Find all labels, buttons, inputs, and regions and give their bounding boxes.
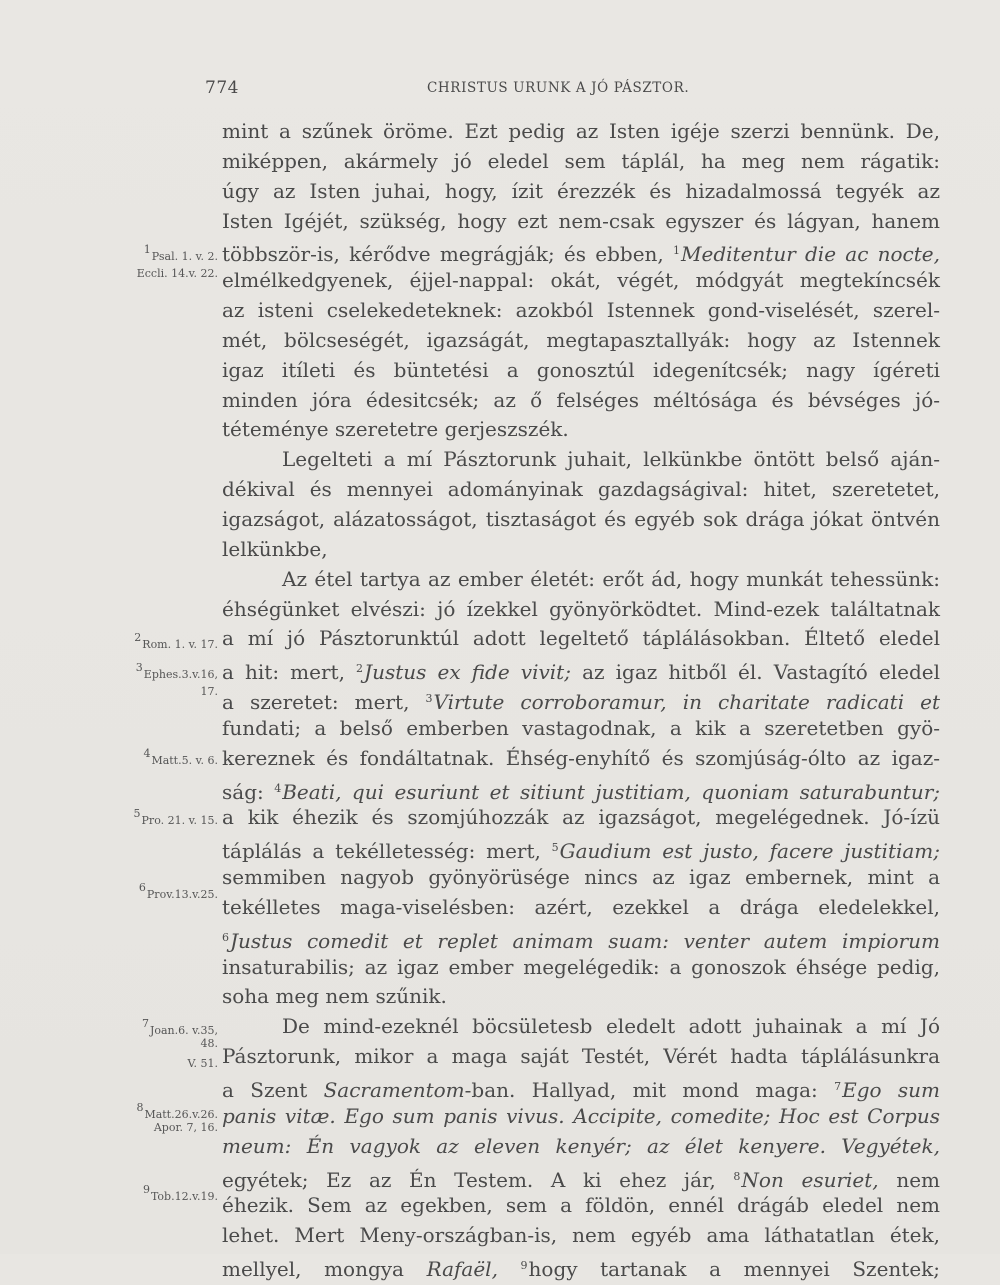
text-line: [222, 923, 940, 953]
citation: Matt.26.v.26.: [144, 1108, 218, 1121]
citation: Psal. 1. v. 2.: [151, 250, 218, 263]
citation: Tob.12.v.19.: [150, 1190, 218, 1203]
latin-quote: Non esuriet,: [741, 1167, 879, 1192]
citation: Eccli. 14.v. 22.: [136, 267, 218, 280]
margin-note: [187, 1057, 218, 1071]
footnote-mark: 8: [733, 1169, 741, 1183]
text-line: úgy az Isten juhai, hogy, ízit érezzék és hizadalmossá tegyék az: [222, 178, 940, 203]
text-line: az isteni cselekedeteknek: azokból Istennek gond-viselését, szerel-: [222, 298, 940, 323]
text-span: nem: [878, 1167, 941, 1192]
footnote-mark: 7: [141, 1017, 149, 1030]
running-title: CHRISTUS URUNK A JÓ PÁSZTOR.: [427, 80, 690, 96]
latin-quote: Ego sum: [842, 1078, 940, 1102]
margin-note: [134, 807, 218, 828]
margin-note: [137, 267, 218, 281]
latin-quote: Beati, qui esuriunt et sitiunt justitiam, quoniam saturabuntur;: [282, 779, 940, 804]
text-line: [222, 654, 940, 684]
footnote-mark: 3: [135, 661, 143, 674]
footnote-mark: 4: [143, 747, 151, 760]
text-line: [222, 1162, 940, 1192]
margin-note: [154, 1121, 218, 1135]
text-line: igaz itíleti és büntetési a gonosztúl idegenítcsék; nagy ígéreti: [222, 357, 940, 382]
text-line: mint a szűnek öröme. Ezt pedig az Isten igéje szerzi bennünk. De,: [222, 119, 940, 143]
text-line: lehet. Mert Meny-országban-is, nem egyéb ama láthatatlan étek,: [222, 1223, 940, 1248]
footnote-mark: 5: [551, 841, 559, 855]
latin-quote: panis vitæ. Ego sum panis vivus. Accipite, comedite; Hoc est Corpus: [222, 1103, 940, 1128]
text-line: De mind-ezeknél böcsületesb eledelt adott juhainak a mí Jó: [282, 1014, 940, 1039]
margin-note: [136, 1101, 218, 1122]
text-span: az igaz hitből él. Vastagító eledel: [570, 660, 940, 685]
text-line: lelkünkbe,: [222, 536, 328, 561]
citation: Joan.6. v.35,: [149, 1024, 218, 1037]
footnote-mark: 8: [136, 1101, 144, 1114]
text-line: tekélletes maga-viselésben: azért, ezekkel a drága eledelekkel,: [222, 894, 940, 919]
text-line: [222, 236, 940, 266]
footnote-mark: 7: [834, 1080, 842, 1093]
latin-quote: Virtute corroboramur, in charitate radicati et: [433, 690, 940, 715]
text-line: mét, bölcseségét, igazságát, megtapasztallyák: hogy az Istennek: [222, 327, 940, 352]
footnote-mark: 2: [356, 662, 364, 676]
margin-note: [139, 881, 218, 902]
latin-quote: meum: Én vagyok az eleven kenyér; az élet kenyere. Vegyétek,: [222, 1133, 940, 1158]
footnote-mark: 9: [520, 1259, 528, 1273]
text-span: -ban. Hallyad, mit mond maga:: [464, 1078, 835, 1102]
text-line: éhségünket elvészi: jó ízekkel gyönyörködtet. Mind-ezek találtatnak: [222, 596, 940, 621]
footnote-mark: 6: [222, 930, 229, 944]
margin-note: [136, 661, 218, 682]
text-span: a hit: mert,: [222, 660, 357, 685]
margin-note: [143, 1183, 218, 1204]
text-line: minden jóra édesitcsék; az ő felséges méltósága és bévséges jó-: [222, 387, 940, 412]
text-line: [222, 1132, 940, 1162]
text-line: Az étel tartya az ember életét: erőt ád, hogy munkát tehessünk:: [282, 566, 940, 591]
margin-note: [143, 747, 218, 768]
text-line: kereznek és fondáltatnak. Éhség-enyhítő és szomjúság-ólto az igaz-: [222, 745, 940, 770]
citation: Ephes.3.v.16,: [143, 668, 218, 681]
text-span: hogy tartanak a mennyei Szentek;: [528, 1257, 941, 1282]
citation: 17.: [200, 685, 218, 698]
text-span: többször-is, kérődve megrágják; és ebben,: [222, 242, 674, 267]
citation: Matt.5. v. 6.: [151, 754, 218, 767]
text-line: [222, 684, 940, 714]
latin-quote: Justus ex fide vivit;: [364, 660, 571, 685]
text-line: [222, 774, 940, 804]
text-line: miképpen, akármely jó eledel sem táplál, ha meg nem rágatik:: [222, 148, 940, 173]
text-line: soha meg nem szűnik.: [222, 984, 447, 1009]
text-span: a Szent: [222, 1078, 324, 1102]
text-line: dékival és mennyei adományinak gazdagságival: hitet, szeretetet,: [222, 477, 940, 502]
footnote-mark: 1: [143, 243, 151, 256]
text-line: Legelteti a mí Pásztorunk juhait, lelkünkbe öntött belső aján-: [282, 447, 940, 472]
text-line: insaturabilis; az igaz ember megelégedik: a gonoszok éhsége pedig,: [222, 954, 940, 979]
footnote-mark: 5: [133, 807, 141, 820]
footnote-mark: 9: [142, 1183, 150, 1196]
margin-note: [201, 685, 219, 699]
margin-note: [134, 631, 218, 652]
footnote-mark: 2: [134, 631, 142, 644]
page-header: [205, 78, 725, 102]
page-number: 774: [205, 78, 239, 98]
footnote-mark: 1: [673, 244, 681, 258]
text-line: éhezik. Sem az egekben, sem a földön, ennél drágáb eledel nem: [222, 1193, 940, 1218]
latin-word: Sacramentom: [323, 1078, 465, 1102]
citation: Pro. 21. v. 15.: [141, 814, 218, 827]
text-span: egyétek; Ez az Én Testem. A ki ehez jár,: [222, 1167, 734, 1192]
latin-quote: Justus comedit et replet animam suam: venter autem impiorum: [230, 928, 940, 953]
footnote-mark: 3: [425, 692, 433, 706]
text-line: fundati; a belső emberben vastagodnak, a kik a szeretetben gyö-: [222, 715, 940, 740]
text-span: a szeretet: mert,: [222, 690, 426, 715]
citation: Apor. 7, 16.: [153, 1121, 218, 1134]
citation: Prov.13.v.25.: [146, 888, 218, 901]
text-span: ság:: [222, 779, 275, 804]
citation: V. 51.: [187, 1057, 218, 1070]
text-line: semmiben nagyob gyönyörüsége nincs az igaz embernek, mint a: [222, 865, 940, 890]
citation: Rom. 1. v. 17.: [142, 638, 218, 651]
text-line: [222, 1072, 940, 1102]
text-line: a kik éhezik és szomjúhozzák az igazságot, megelégednek. Jó-ízü: [222, 805, 940, 830]
text-line: elmélkedgyenek, éjjel-nappal: okát, végét, módgyát megtekíncsék: [222, 268, 940, 293]
text-line: a mí jó Pásztorunktúl adott legeltető táplálásokban. Éltető eledel: [222, 626, 940, 651]
text-span: mellyel, mongya: [222, 1257, 427, 1282]
text-line: téteménye szeretetre gerjeszszék.: [222, 417, 569, 442]
footnote-mark: 4: [274, 781, 282, 795]
margin-note: [142, 1017, 218, 1038]
text-span: táplálás a tekélletesség: mert,: [222, 839, 552, 864]
latin-quote: Gaudium est justo, facere justitiam;: [559, 839, 940, 864]
body-text: [222, 117, 940, 1281]
text-line: [222, 1102, 940, 1132]
margin-note: [144, 243, 218, 264]
text-line: Pásztorunk, mikor a maga saját Testét, Vérét hadta táplálásunkra: [222, 1044, 940, 1069]
footnote-mark: 6: [138, 881, 146, 894]
text-line: [222, 1251, 940, 1281]
margin-note: [201, 1037, 219, 1051]
latin-quote: Meditentur die ac nocte,: [681, 242, 940, 267]
text-line: Isten Igéjét, szükség, hogy ezt nem-csak egyszer és lágyan, hanem: [222, 208, 940, 233]
citation: 48.: [200, 1037, 218, 1050]
text-line: [222, 833, 940, 863]
text-line: igazságot, alázatosságot, tisztaságot és egyéb sok drága jókat öntvén: [222, 506, 940, 531]
latin-name: Rafaël,: [426, 1257, 498, 1282]
